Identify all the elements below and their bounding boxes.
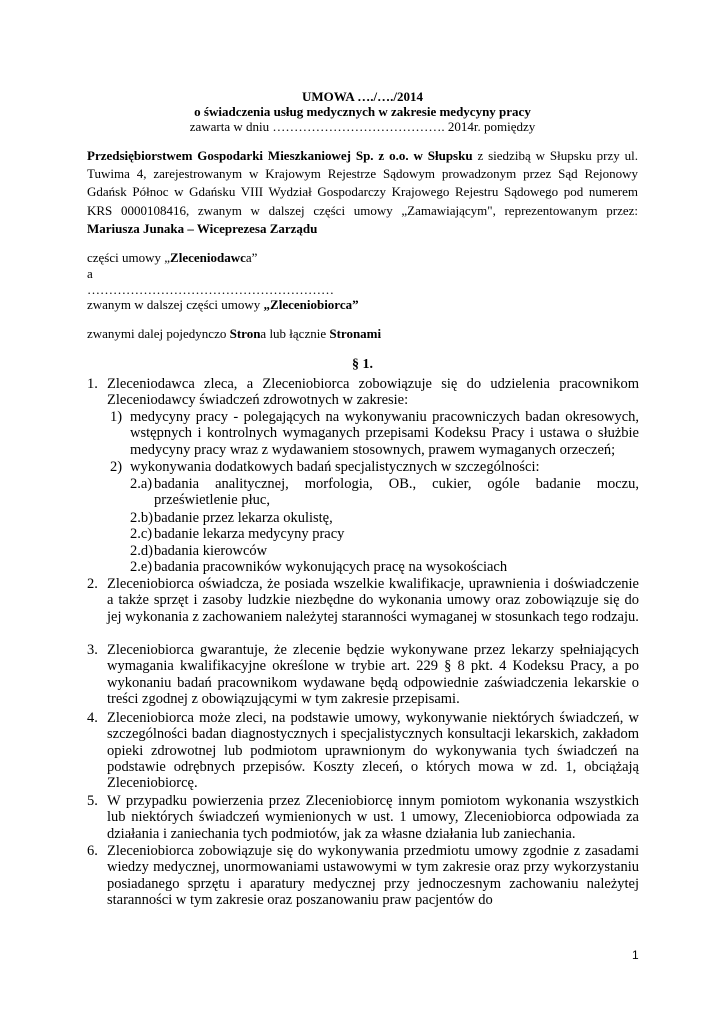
- list-item-text: Zleceniodawca zleca, a Zleceniobiorca zobowiązuje się do udzielenia pracownikom Zleceniodawcy świadczeń zdrowotnych w zakresie:: [107, 376, 639, 409]
- contract-dateline: zawarta w dniu …………………………………. 2014r. pomiędzy: [189, 119, 536, 134]
- sub-list-item-number: 2): [110, 459, 123, 475]
- list-item-text: W przypadku powierzenia przez Zleceniobiorcę innym pomiotom wykonania wszystkich lub niektórych świadczeń wymienionych w ust. 1 umowy, Zleceniobiorca odpowiada za działania i zaniechania tych podmiotów, jak za własne działania lub zaniechania.: [107, 793, 639, 842]
- parties-line-bold-2: Stronami: [329, 326, 382, 341]
- and-line: a: [87, 266, 93, 281]
- sub-sub-list-item-text: badania kierowców: [154, 543, 268, 559]
- contractor-line-bold: „Zleceniobiorca”: [263, 297, 359, 312]
- client-line-pre: części umowy „: [87, 250, 171, 265]
- list-item-text: Zleceniobiorca może zleci, na podstawie umowy, wykonywanie niektórych świadczeń, w szczególności badan diagnostycznych i specjalistycznych konsultacji lekarskich, zakładom opieki zdrowotnej lub podmiotom uprawnionym do wykonywania tych świadczeń na podstawie odrębnych przepisów. Koszty zleceń, o których mowa w zd. 1, obciążają Zleceniobiorcę.: [107, 710, 639, 792]
- parties-line-mid: a lub łącznie: [260, 326, 330, 341]
- dots-line: …………………………………………………: [87, 282, 334, 297]
- list-item: [87, 642, 639, 707]
- contract-title: UMOWA …./…./2014: [302, 89, 423, 104]
- party-paragraph: [87, 147, 638, 238]
- sub-sub-list-item: [130, 543, 639, 559]
- sub-sub-list-item-text: badania pracowników wykonujących pracę na wysokościach: [154, 559, 508, 575]
- list-item-text: Zleceniobiorca gwarantuje, że zlecenie będzie wykonywane przez lekarzy spełniających wymagania kwalifikacyjne określone w trybie art. 229 § 8 pkt. 4 Kodeksu Pracy, a po wykonaniu badań pracownikom wydawane będą odpowiednie zaświadczenia lekarskie o treści zgodnej z obowiązującymi w tym zakresie przepisami.: [107, 642, 639, 707]
- list-item-number: 3.: [87, 642, 98, 658]
- contractor-line-pre: zwanym w dalszej części umowy: [87, 297, 264, 312]
- client-line-post: a”: [245, 250, 258, 265]
- sub-list-item-number: 1): [110, 409, 123, 425]
- list-item-number: 4.: [87, 710, 98, 726]
- list-item-text: Zleceniobiorca oświadcza, że posiada wszelkie kwalifikacje, uprawnienia i doświadczenie a także sprzęt i zasoby ludzkie niezbędne do wykonania umowy oraz zobowiązuje się do jej wykonania z zachowaniem należytej staranności wymaganej w stosunkach tego rodzaju.: [107, 576, 639, 625]
- sub-list-item: [110, 409, 639, 458]
- representative-name: Mariusza Junaka – Wiceprezesa Zarządu: [87, 220, 318, 236]
- company-description: z siedzibą w Słupsku przy ul. Tuwima 4, zarejestrowanym w Krajowym Rejestrze Sądowym prowadzonym przez Sąd Rejonowy Gdańsk Północ w Gdańsku VIII Wydział Gospodarczy Krajowego Rejestru Sądowego pod numerem KRS 0000108416, zwanym w dalszej części umowy „Zamawiającym", reprezentowanym przez:: [87, 148, 638, 218]
- sub-list-item: [110, 459, 639, 475]
- sub-sub-list-item: [130, 510, 639, 526]
- company-name: Przedsiębiorstwem Gospodarki Mieszkaniowej Sp. z o.o. w Słupsku: [87, 148, 473, 163]
- sub-list-item-text: medycyny pracy - polegających na wykonywaniu pracowniczych badan okresowych, wstępnych i kontrolnych wymaganych przepisami Kodeksu Pracy i ustawa o służbie medycyny pracy wraz z wydawaniem stosownych, prawem wymaganych orzeczeń;: [130, 409, 639, 458]
- list-item: [87, 843, 639, 908]
- sub-sub-list-item-number: 2.d): [130, 543, 153, 559]
- parties-line: [87, 326, 381, 342]
- list-item: [87, 793, 639, 842]
- sub-list-item-text: wykonywania dodatkowych badań specjalistycznych w szczególności:: [130, 459, 540, 475]
- sub-sub-list-item-text: badania analitycznej, morfologia, OB., cukier, ogóle badanie moczu, prześwietlenie płuc,: [154, 476, 639, 509]
- sub-sub-list-item-number: 2.a): [130, 476, 153, 492]
- list-item-number: 2.: [87, 576, 98, 592]
- contractor-line: [87, 297, 359, 313]
- list-item-number: 5.: [87, 793, 98, 809]
- client-line-bold: Zleceniodawc: [170, 250, 246, 265]
- client-line: [87, 250, 257, 266]
- list-item: [87, 576, 639, 625]
- list-item-text: Zleceniobiorca zobowiązuje się do wykonywania przedmiotu umowy zgodnie z zasadami wiedzy medycznej, unormowaniami ustawowymi w tym zakresie oraz przy wykorzystaniu posiadanego sprzętu i aparatury medycznej przy jednoczesnym zachowaniu należytej staranności w tym zakresie oraz poszanowaniu praw pacjentów do: [107, 843, 639, 908]
- parties-line-pre: zwanymi dalej pojedynczo: [87, 326, 230, 341]
- list-item-number: 1.: [87, 376, 98, 392]
- list-item-number: 6.: [87, 843, 98, 859]
- sub-sub-list-item: [130, 526, 639, 542]
- sub-sub-list-item-number: 2.c): [130, 526, 153, 542]
- sub-sub-list-item-text: badanie przez lekarza okulistę,: [154, 510, 333, 526]
- page-number: 1: [632, 948, 639, 962]
- sub-sub-list-item: [130, 476, 639, 509]
- parties-line-bold-1: Stron: [229, 326, 261, 341]
- list-item: [87, 376, 639, 409]
- sub-sub-list-item-number: 2.b): [130, 510, 153, 526]
- sub-sub-list-item-text: badanie lekarza medycyny pracy: [154, 526, 345, 542]
- sub-sub-list-item-number: 2.e): [130, 559, 153, 575]
- contract-subtitle: o świadczenia usług medycznych w zakresie medycyny pracy: [194, 104, 531, 119]
- section-heading: § 1.: [352, 357, 373, 372]
- list-item: [87, 710, 639, 791]
- sub-sub-list-item: [130, 559, 639, 575]
